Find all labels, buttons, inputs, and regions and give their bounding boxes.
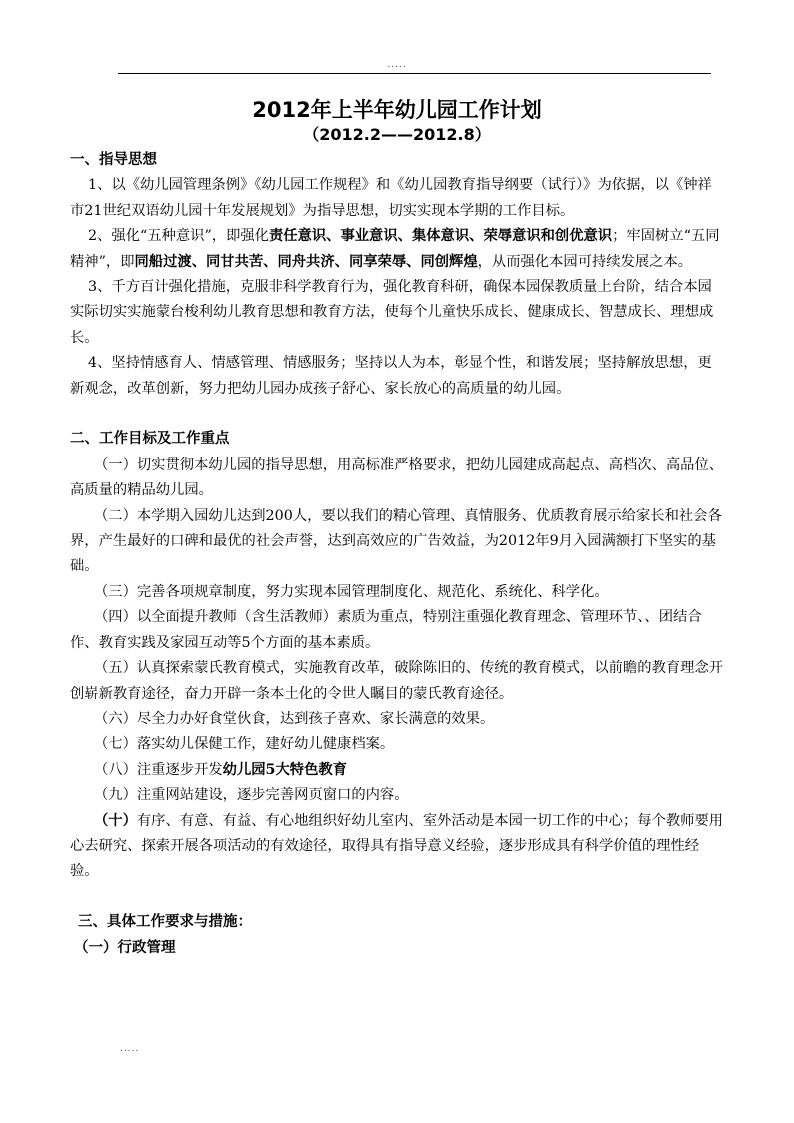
- document-title: 2012年上半年幼儿园工作计划: [252, 98, 542, 122]
- p2-bold-2: 事业意识: [340, 228, 398, 245]
- section2-item-10: [70, 809, 724, 885]
- section2-item-9: （九）注重网站建设，逐步完善网页窗口的内容。: [94, 787, 409, 804]
- p2-bold-8: 同舟共济: [277, 253, 335, 270]
- p2-sep-6: 、: [191, 253, 206, 270]
- p2-sep-8: 、: [334, 253, 349, 270]
- p2-text-a: 2、强化“五种意识”，即强化: [88, 228, 269, 245]
- section2-item-5: （五）认真探索蒙氏教育模式，实施教育改革，破除陈旧的、传统的教育模式，以前瞻的教育理念开创崭新教育途径，奋力开辟一条本土化的令世人瞩目的蒙氏教育途径。: [70, 660, 724, 702]
- p2-bold-7: 同甘共苦: [205, 253, 264, 270]
- section2-item-7: （七）落实幼儿保健工作，建好幼儿健康档案。: [94, 736, 395, 753]
- section2-item-6: （六）尽全力办好食堂伙食，达到孩子喜欢、家长满意的效果。: [94, 710, 495, 727]
- p2-bold-5: 创优意识: [554, 228, 613, 245]
- p2-sep-1: 、: [326, 228, 341, 245]
- p2-bold-9: 同享荣辱: [348, 253, 407, 270]
- footer-dots: .....: [120, 1044, 140, 1054]
- header-rule: [118, 73, 711, 74]
- section2-item-1: （一）切实贯彻本幼儿园的指导思想，用高标准严格要求，把幼儿园建成高起点、高档次、高品位、高质量的精品幼儿园。: [70, 456, 724, 499]
- spacer: [70, 885, 724, 910]
- item10-text: 有序、有意、有益、有心地组织好幼儿室内、室外活动是本园一切工作的中心；每个教师要用心去研究、探索开展各项活动的有效途径，取得具有指导意义经验，逐步形成具有科学价值的理性经验。: [70, 812, 724, 880]
- p2-bold-3: 集体意识: [411, 228, 470, 245]
- section3-subheading-1: （一）行政管理: [74, 939, 176, 956]
- p2-sep-4: 和: [540, 228, 555, 245]
- section1-heading: 一、指导思想: [70, 152, 157, 168]
- p2-bold-6: 同船过渡: [134, 253, 192, 270]
- section1-paragraph-1: 1、以《幼儿园管理条例》《幼儿园工作规程》和《幼儿园教育指导纲要（试行）》为依据，以《钟祥市21世纪双语幼儿园十年发展规划》为指导思想，切实实现本学期的工作目标。: [70, 177, 712, 219]
- p2-bold-1: 责任意识: [268, 228, 327, 245]
- p2-sep-9: 、: [406, 253, 421, 270]
- p2-sep-3: 、: [469, 228, 484, 245]
- p2-text-c: ；牢固树立“五同精神”，即: [70, 228, 720, 270]
- p2-sep-2: 、: [397, 228, 412, 245]
- section1-paragraph-3: 3、千方百计强化措施，克服非科学教育行为，强化教育科研，确保本园保教质量上台阶，结合本园实际切实实施蒙台梭利幼儿教育思想和教育方法，使每个儿童快乐成长、健康成长、智慧成长、理想成长。: [70, 279, 714, 346]
- section1-paragraph-4: 4、坚持情感育人、情感管理、情感服务；坚持以人为本，彰显个性，和谐发展；坚持解放思想，更新观念，改革创新，努力把幼儿园办成孩子舒心、家长放心的高质量的幼儿园。: [70, 355, 712, 397]
- item10-number: （十）: [94, 812, 137, 829]
- section2-item-2: （二）本学期入园幼儿达到200人，要以我们的精心管理、真情服务、优质教育展示给家长和社会各界，产生最好的口碑和最优的社会声誉，达到高效应的广告效益，为2012年9月入园满额打下坚实的基础。: [70, 507, 722, 575]
- section2-item-8: [70, 758, 724, 783]
- spacer: [70, 402, 724, 427]
- item8-text: （八）注重逐步开发: [94, 761, 223, 778]
- section2-item-3: （三）完善各项规章制度，努力实现本园管理制度化、规范化、系统化、科学化。: [94, 583, 609, 600]
- p2-sep-7: 、: [263, 253, 278, 270]
- p2-text-d: ，从而强化本园可持续发展之本。: [477, 253, 693, 270]
- item8-bold: 幼儿园5大特色教育: [222, 761, 347, 778]
- section2-item-4: （四）以全面提升教师（含生活教师）素质为重点，特别注重强化教育理念、管理环节、、团结合作、教育实践及家园互动等5个方面的基本素质。: [70, 609, 702, 651]
- section1-paragraph-2: [70, 224, 724, 275]
- p2-bold-4: 荣辱意识: [483, 228, 541, 245]
- section3-heading: 三、具体工作要求与措施：: [78, 914, 252, 931]
- document-body: [70, 148, 724, 961]
- section2-heading: 二、工作目标及工作重点: [70, 431, 230, 448]
- document-subtitle: （2012.2——2012.8）: [303, 125, 491, 144]
- p2-bold-10: 同创辉煌: [420, 253, 478, 270]
- header-dots: .....: [387, 60, 407, 70]
